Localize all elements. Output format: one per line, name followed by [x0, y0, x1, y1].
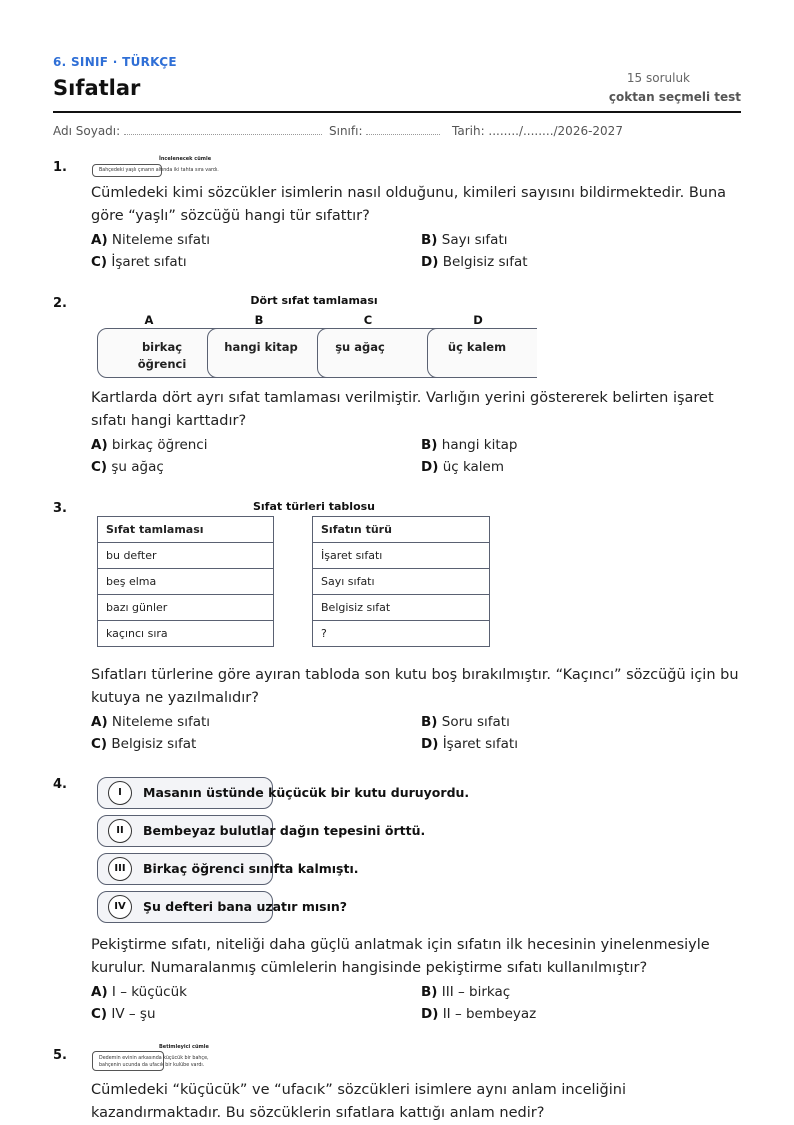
- card-d-text: üç kalem: [447, 340, 507, 354]
- table-cell: Sayı sıfatı: [313, 569, 490, 595]
- question-2-number: 2.: [53, 296, 67, 311]
- card-c-text: şu ağaç: [335, 340, 385, 354]
- page-title: Sıfatlar: [53, 76, 141, 100]
- question-5-number: 5.: [53, 1048, 67, 1063]
- question-5-figure-box: [92, 1051, 209, 1071]
- option-letter: B): [421, 437, 438, 453]
- question-5-text: Cümledeki “küçücük” ve “ufacık” sözcükleri isimlere aynı anlam inceliğini kazandırmaktadır. Bu sözcüklerin sıfatlara kattığı anlam nedir?: [91, 1082, 627, 1121]
- question-2-option-a[interactable]: [91, 437, 207, 453]
- sentence-iii-text: Birkaç öğrenci sınıfta kalmıştı.: [143, 861, 359, 876]
- option-letter: A): [91, 437, 108, 453]
- option-text: Niteleme sıfatı: [111, 232, 211, 248]
- question-2-cards: [97, 326, 537, 382]
- option-text: şu ağaç: [111, 459, 164, 475]
- question-4-option-a[interactable]: [91, 984, 187, 1000]
- table-row: [313, 517, 490, 543]
- option-text: Belgisiz sıfat: [111, 736, 197, 752]
- card-a-label: A: [144, 313, 154, 327]
- option-letter: D): [421, 254, 439, 270]
- option-text: III – birkaç: [441, 984, 511, 1000]
- question-3-option-c[interactable]: [91, 736, 196, 752]
- sentence-iii-numeral: III: [108, 857, 132, 881]
- question-5-figure-caption: Betimleyici cümle: [159, 1044, 209, 1050]
- question-2-figure-title: Dört sıfat tamlaması: [250, 294, 378, 307]
- table-cell-blank: ?: [313, 621, 490, 647]
- table-row: [98, 543, 274, 569]
- card-b-text: hangi kitap: [224, 340, 298, 354]
- question-4-option-d[interactable]: [421, 1006, 536, 1022]
- sentence-ii-numeral: II: [108, 819, 132, 843]
- left-table: [97, 516, 274, 647]
- question-2-text: Kartlarda dört ayrı sıfat tamlaması verilmiştir. Varlığın yerini göstererek belirten işaret sıfatı hangi karttadır?: [91, 390, 714, 429]
- question-1-text: Cümledeki kimi sözcükler isimlerin nasıl olduğunu, kimileri sayısını bildirmektedir. Buna göre “yaşlı” sözcüğü hangi tür sıfattır?: [91, 185, 727, 224]
- option-text: birkaç öğrenci: [111, 437, 208, 453]
- option-letter: C): [91, 254, 108, 270]
- option-text: hangi kitap: [441, 437, 518, 453]
- table-row: [98, 621, 274, 647]
- option-letter: C): [91, 736, 108, 752]
- table-cell: beş elma: [98, 569, 274, 595]
- option-letter: D): [421, 1006, 439, 1022]
- table-row: [313, 595, 490, 621]
- question-1-figure-text: Bahçedeki yaşlı çınarın altında iki tahta sıra vardı.: [99, 168, 219, 173]
- question-3-option-d[interactable]: [421, 736, 518, 752]
- right-table: [312, 516, 490, 647]
- option-letter: D): [421, 459, 439, 475]
- card-d-label: D: [473, 313, 483, 327]
- option-letter: D): [421, 736, 439, 752]
- right-table-header: Sıfatın türü: [313, 517, 490, 543]
- option-letter: A): [91, 984, 108, 1000]
- sentence-i-text: Masanın üstünde küçücük bir kutu duruyordu.: [143, 785, 470, 800]
- name-label: Adı Soyadı:: [53, 124, 121, 138]
- question-3-figure-title: Sıfat türleri tablosu: [252, 500, 376, 513]
- table-cell: bu defter: [98, 543, 274, 569]
- date-field: [452, 124, 623, 138]
- table-row: [313, 621, 490, 647]
- class-label: Sınıfı:: [329, 124, 363, 138]
- table-row: [98, 595, 274, 621]
- question-3-text: Sıfatları türlerine göre ayıran tabloda son kutu boş bırakılmıştır. “Kaçıncı” sözcüğü için bu kutuya ne yazılmalıdır?: [91, 667, 739, 706]
- option-text: IV – şu: [111, 1006, 156, 1022]
- question-3-option-a[interactable]: [91, 714, 210, 730]
- class-blank: [366, 126, 440, 135]
- question-1-option-c[interactable]: [91, 254, 187, 270]
- option-letter: B): [421, 714, 438, 730]
- table-row: [313, 543, 490, 569]
- option-text: I – küçücük: [111, 984, 187, 1000]
- question-3-option-b[interactable]: [421, 714, 510, 730]
- question-1-figure-box: [92, 164, 219, 177]
- table-cell: Belgisiz sıfat: [313, 595, 490, 621]
- class-field: [329, 124, 440, 138]
- card-a-text: birkaç öğrenci: [137, 340, 187, 371]
- option-letter: A): [91, 232, 108, 248]
- question-1-figure-caption: İncelenecek cümle: [159, 156, 212, 162]
- date-label: Tarih: ......../......../2026-2027: [452, 124, 623, 138]
- name-field: [53, 124, 322, 138]
- option-letter: B): [421, 232, 438, 248]
- question-2-option-c[interactable]: [91, 459, 164, 475]
- table-row: [98, 569, 274, 595]
- card-d: [427, 328, 537, 378]
- question-1-option-d[interactable]: [421, 254, 528, 270]
- question-1-option-a[interactable]: [91, 232, 210, 248]
- question-count: 15 soruluk: [626, 71, 690, 85]
- option-letter: C): [91, 1006, 108, 1022]
- table-row: [313, 569, 490, 595]
- question-4-option-c[interactable]: [91, 1006, 156, 1022]
- option-text: Niteleme sıfatı: [111, 714, 211, 730]
- course-label: 6. SINIF · TÜRKÇE: [53, 55, 177, 69]
- option-text: II – bembeyaz: [442, 1006, 537, 1022]
- sentence-iv-numeral: IV: [108, 895, 132, 919]
- option-letter: B): [421, 984, 438, 1000]
- header-divider: [53, 111, 741, 113]
- question-1-option-b[interactable]: [421, 232, 508, 248]
- table-cell: İşaret sıfatı: [313, 543, 490, 569]
- question-4-option-b[interactable]: [421, 984, 510, 1000]
- option-letter: C): [91, 459, 108, 475]
- option-text: Belgisiz sıfat: [442, 254, 528, 270]
- question-2-option-d[interactable]: [421, 459, 504, 475]
- card-c-label: C: [363, 313, 373, 327]
- left-table-header: Sıfat tamlaması: [98, 517, 274, 543]
- card-b-label: B: [254, 313, 264, 327]
- sentence-ii-text: Bembeyaz bulutlar dağın tepesini örttü.: [143, 823, 426, 838]
- option-text: Sayı sıfatı: [441, 232, 508, 248]
- option-text: üç kalem: [442, 459, 505, 475]
- question-2-option-b[interactable]: [421, 437, 517, 453]
- option-text: Soru sıfatı: [441, 714, 510, 730]
- option-letter: A): [91, 714, 108, 730]
- name-blank: [124, 126, 322, 135]
- sentence-iv-text: Şu defteri bana uzatır mısın?: [143, 899, 348, 914]
- sentence-i-numeral: I: [108, 781, 132, 805]
- question-3-number: 3.: [53, 501, 67, 516]
- table-cell: kaçıncı sıra: [98, 621, 274, 647]
- option-text: İşaret sıfatı: [442, 736, 518, 752]
- test-type: çoktan seçmeli test: [608, 90, 741, 104]
- question-1-number: 1.: [53, 160, 67, 175]
- question-4-number: 4.: [53, 777, 67, 792]
- option-text: İşaret sıfatı: [111, 254, 187, 270]
- table-row: [98, 517, 274, 543]
- question-5-figure-line-2: bahçenin ucunda da ufacık bir kulübe vardı.: [99, 1063, 205, 1068]
- question-5-figure-line-1: Dedemin evinin arkasında küçücük bir bahçe,: [99, 1056, 209, 1061]
- question-4-text: Pekiştirme sıfatı, niteliği daha güçlü anlatmak için sıfatın ilk hecesinin yinelenmesiyle kurulur. Numaralanmış cümlelerin hangisinde pekiştirme sıfatı kullanılmıştır?: [91, 937, 710, 976]
- table-cell: bazı günler: [98, 595, 274, 621]
